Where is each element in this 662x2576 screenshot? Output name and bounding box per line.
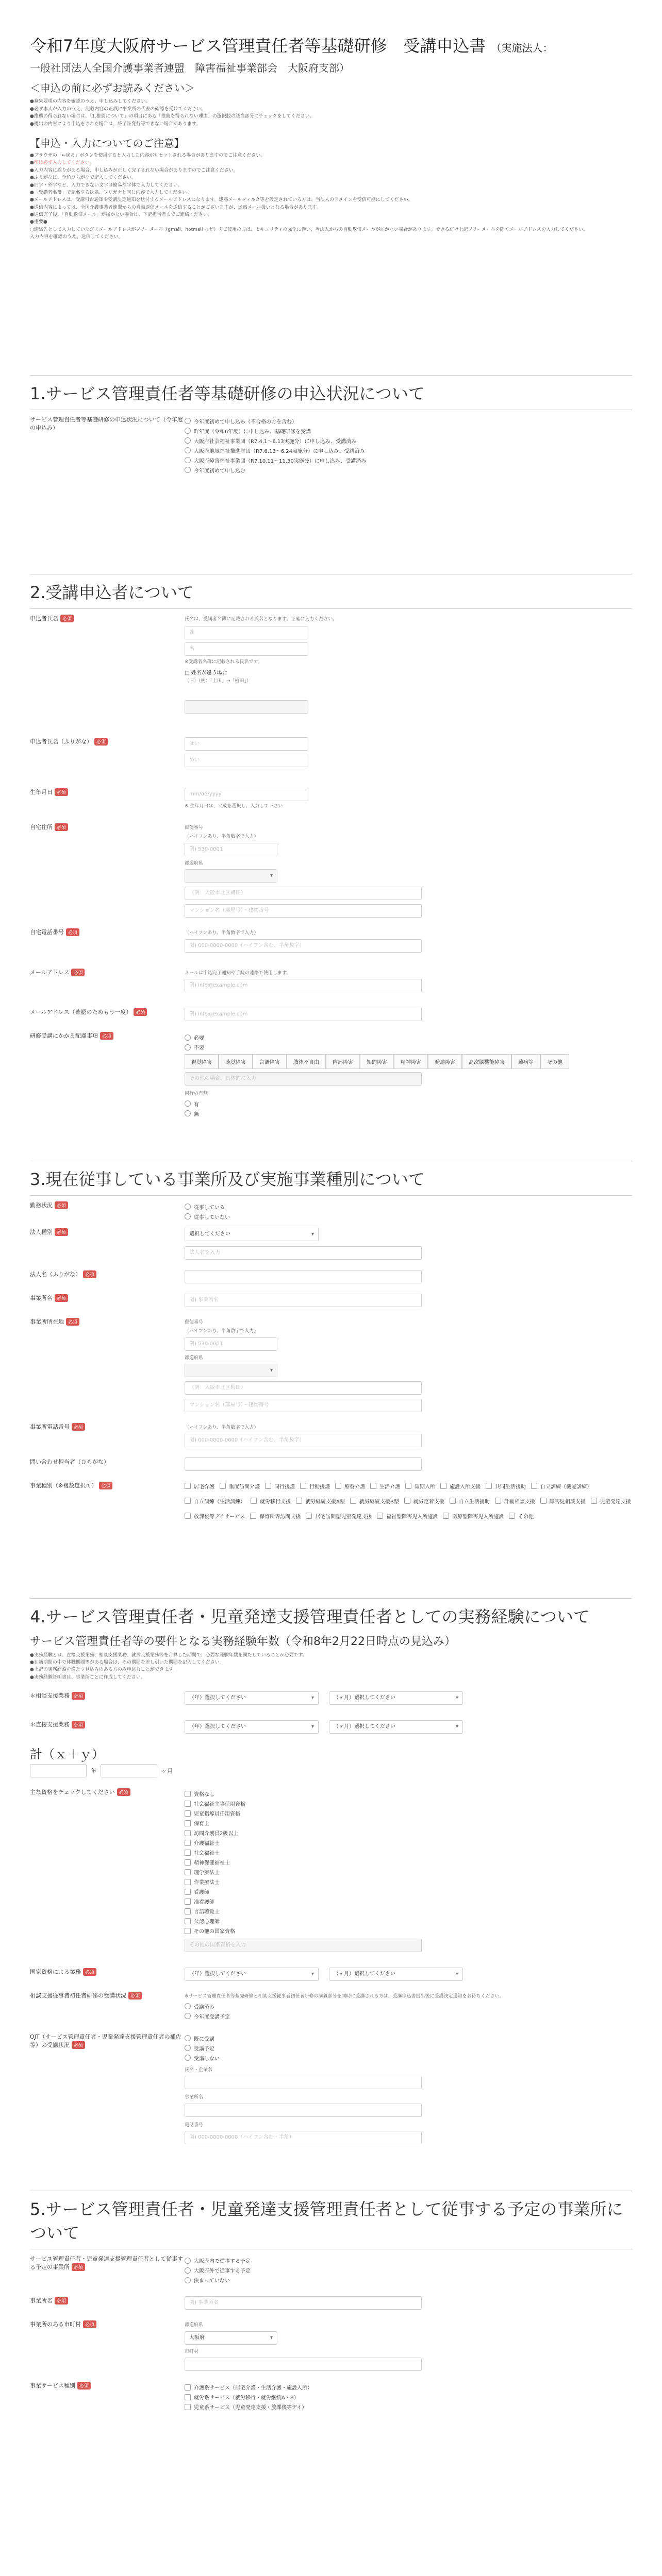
first-name-input[interactable]: 名 (185, 642, 308, 656)
radio-icon (185, 1100, 191, 1107)
checkbox-icon (185, 1899, 191, 1905)
section-4-subtitle: サービス管理責任者等の要件となる実務経験年数（令和8年2月22日時点の見込み） (30, 1635, 456, 1648)
zip-hint: （ハイフンあり、半角数字で入力） (185, 834, 259, 840)
checkbox-icon (370, 1483, 376, 1489)
plan-city-label: 事業所のある市町村 必須 (30, 2320, 185, 2371)
total-years-input[interactable] (30, 1764, 87, 1777)
plan-option[interactable]: 大阪府外で従事する予定 (185, 2266, 632, 2274)
service-checkbox[interactable]: 自立生活援助 (450, 1497, 490, 1505)
organizer-name: 一般社団法人全国介護事業者連盟 障害福祉事業部会 大阪府支部） (30, 62, 350, 75)
qual-checkbox[interactable]: 児童指導員任用資格 (185, 1809, 632, 1817)
office-zip-label: 郵便番号 (185, 1319, 204, 1325)
service-checkbox[interactable]: 共同生活援助 (486, 1482, 526, 1490)
qual-checkbox[interactable]: 介護福祉士 (185, 1839, 632, 1846)
checkbox-icon (300, 1483, 306, 1489)
qual-work-years-select[interactable]: （年）選択してください ▾ (185, 1968, 319, 1981)
building-input[interactable]: マンション名（部屋号）・建物番号 (185, 904, 422, 918)
checkbox-icon (185, 2404, 191, 2410)
checkbox-icon (443, 1513, 449, 1519)
checkbox-icon (185, 1801, 191, 1807)
plan-office-input[interactable]: 例) 事業所名 (185, 2296, 422, 2310)
plan-service-checkbox[interactable]: 児童系サービス（児童発達支援・放課後等デイ） (185, 2403, 632, 2411)
corp-name-input[interactable]: 法人名を入力 (185, 1246, 422, 1260)
ojt-contact-label: 氏名・企業名 (185, 2067, 213, 2073)
office-pref-select[interactable] (185, 1364, 277, 1377)
qual-checkbox[interactable]: 作業療法士 (185, 1878, 632, 1886)
plan-office-label: 事業所名 必須 (30, 2296, 185, 2310)
service-checkbox[interactable]: 居宅訪問型児童発達支援 (306, 1512, 372, 1520)
checkbox-icon (251, 1498, 257, 1504)
ojt-label: OJT（サービス管理責任者・児童発達支援管理責任者の補佐等）の受講状況 必須 (30, 2033, 181, 2048)
office-tel-label: 事業所電話番号 必須 (30, 1422, 185, 1447)
service-checkbox[interactable]: 同行援護 (265, 1482, 295, 1490)
address-label: 自宅住所 必須 (30, 823, 185, 918)
checkbox-icon (185, 1513, 191, 1519)
experience-x-label: ＊相談支援業務 必須 (30, 1691, 185, 1705)
plan-option[interactable]: 決まっていない (185, 2276, 632, 2284)
ojt-office-label: 事業所名 (185, 2095, 204, 2100)
disability-type[interactable]: その他 (540, 1054, 569, 1069)
sec1-options (185, 415, 632, 476)
other-qual-input[interactable]: その他の国家資格を入力 (185, 1939, 422, 1952)
section-5-title: 5.サービス管理責任者・児童発達支援管理責任者として従事する予定の事業所について (30, 2199, 623, 2243)
checkbox-icon (185, 1791, 191, 1797)
service-checkbox[interactable]: 児童発達支援 (591, 1497, 631, 1505)
office-city-input[interactable]: （例：大阪市北区梅田） (185, 1381, 422, 1395)
checkbox-icon (265, 1483, 271, 1489)
disability-type[interactable]: 発達障害 (428, 1054, 462, 1069)
page-title: 令和7年度大阪府サービス管理責任者等基礎研修 受講申込書 （実施法人： (30, 36, 553, 56)
office-address-label: 事業所所在地 必須 (30, 1317, 185, 1413)
disability-type[interactable]: 知的障害 (360, 1054, 394, 1069)
service-checkbox[interactable]: 重度訪問介護 (220, 1482, 260, 1490)
training-plan-radio[interactable]: 今年度受講予定 (185, 2012, 632, 2020)
checkbox-icon (220, 1483, 226, 1489)
ojt-option[interactable]: 既に受講 (185, 2035, 632, 2042)
disability-type-list (185, 1054, 632, 1069)
service-checkbox[interactable]: 施設入所支援 (440, 1482, 481, 1490)
qual-checkbox[interactable]: その他の国家資格 (185, 1927, 632, 1935)
plan-option[interactable]: 大阪府内で従事する予定 (185, 2257, 632, 2264)
checkbox-icon (185, 1889, 191, 1895)
qual-checkbox[interactable]: 理学療法士 (185, 1868, 632, 1876)
section-1 (30, 375, 632, 476)
checkbox-icon (250, 1513, 256, 1519)
checkbox-icon (306, 1513, 312, 1519)
working-radio[interactable]: 従事している (185, 1203, 632, 1211)
radio-icon (185, 1204, 191, 1210)
contact-person-input[interactable] (185, 1458, 422, 1471)
office-zip-input[interactable]: 例) 530-0001 (185, 1337, 277, 1351)
disability-type[interactable]: 内部障害 (326, 1054, 360, 1069)
corp-type-select[interactable]: 選択してください ▾ (185, 1228, 319, 1241)
checkbox-icon (185, 1859, 191, 1866)
plan-service-label: 事業サービス種別 必須 (30, 2381, 185, 2413)
service-checkbox[interactable]: 就労継続支援B型 (350, 1497, 399, 1505)
sec1-option[interactable]: 大阪府地域福祉推進財団（R7.6.13〜6.24実施分）に申し込み、受講済み (185, 447, 632, 454)
office-tel-input[interactable]: 例) 000-0000-0000（ハイフン含む、半角数字） (185, 1434, 422, 1447)
section-4-title: 4.サービス管理責任者・児童発達支援管理責任者としての実務経験について (30, 1606, 590, 1626)
experience-x-months-select[interactable]: （ヶ月）選択してください ▾ (329, 1691, 463, 1705)
qual-checkbox[interactable]: 看護師 (185, 1888, 632, 1895)
service-checkbox[interactable]: 療養介護 (335, 1482, 365, 1490)
sec1-option[interactable]: 昨年度（令和6年度）に申し込み、基礎研修を受講 (185, 427, 632, 435)
radio-icon (185, 2277, 191, 2283)
companion-yes-radio[interactable]: 有 (185, 1100, 632, 1108)
checkbox-icon (509, 1513, 515, 1519)
qual-checkbox[interactable]: 准看護師 (185, 1897, 632, 1905)
sec1-option[interactable]: 大阪府障害福祉事業団（R7.10.11〜11.30実施分）に申し込み、受講済み (185, 456, 632, 464)
birth-label: 生年月日 必須 (30, 788, 185, 812)
total-months-input[interactable] (101, 1764, 157, 1777)
name-hint: ※受講者名簿に記載される氏名です。 (185, 659, 262, 665)
disability-type[interactable]: 視覚障害 (185, 1054, 219, 1069)
section-4-notes: ●実務経験とは、直接支援業務、相談支援業務、就労支援業務等を合算した期間で、必要な経験年数を満たしていることが必要です。 ●在籍期間の中で休職期間等がある場合は、その期間を差し引いた期間を記入してください。 ●上記の実務経験を満たす見込みのある方のみ申込むことができます。 ●実務経験証明書は、事業所ごとに作成してください。 (30, 1652, 307, 1680)
qual-checkbox[interactable]: 社会福祉主事任用資格 (185, 1800, 632, 1807)
checkbox-icon (540, 1498, 547, 1504)
checkbox-icon (185, 1483, 191, 1489)
checkbox-icon (185, 1869, 191, 1875)
consideration-none-radio[interactable]: 不要 (185, 1043, 632, 1051)
service-checkbox[interactable]: 放課後等デイサービス (185, 1512, 245, 1520)
radio-icon (185, 2267, 191, 2274)
last-name-input[interactable]: 姓 (185, 626, 308, 639)
total-fields: 年 ヶ月 (30, 1764, 632, 1777)
qualification-label: 主な資格をチェックしてください 必須 (30, 1788, 185, 1952)
service-checkbox[interactable]: 自立訓練（機能訓練） (531, 1482, 592, 1490)
furigana-label: 申込者氏名（ふりがな） 必須 (30, 737, 185, 767)
disability-type[interactable]: 言語障害 (253, 1054, 287, 1069)
checkbox-icon (335, 1483, 341, 1489)
qual-checkbox[interactable]: 社会福祉士 (185, 1849, 632, 1856)
office-name-input[interactable]: 例) 事業所名 (185, 1294, 422, 1307)
service-checkbox[interactable]: 生活介護 (370, 1482, 400, 1490)
section-3 (30, 1161, 632, 1521)
radio-icon (185, 418, 191, 424)
radio-icon (185, 457, 191, 463)
section-4 (30, 1598, 632, 2145)
checkbox-icon (185, 1810, 191, 1817)
service-checkbox[interactable]: 居宅介護 (185, 1482, 214, 1490)
furigana-first-input[interactable]: めい (185, 754, 308, 767)
radio-icon (185, 1035, 191, 1041)
corp-kana-input[interactable] (185, 1270, 422, 1283)
service-checkbox[interactable]: 保育所等訪問支援 (250, 1512, 301, 1520)
checkbox-icon (591, 1498, 597, 1504)
section-2 (30, 574, 632, 1120)
companion-no-radio[interactable]: 無 (185, 1110, 632, 1117)
howto-text: ●ブラウザの「←戻る」ボタンを使用すると入力した内容がリセットされる場合がありますのでご注意ください。 ●印は必ず入力してください。 ●入力内容に誤りがある場合、申し込みが正しく完了されない場合がありますのでご注意ください。 ●ふりがなは、全角ひらがなで記入してください。 ●旧字・外字など、入力できない文字は簡易な字体で入力してください。 ●「受講者名簿」で記名する氏名、フリガナと同じ内容で入力してください。 ●メールアドレスは、受講可否通知や受講決定通知を送付するメールアドレスになります。迷惑メールフィルタ等を設定されている方は、当法人のドメインを受信可能にしてください。 ●送信内容によっては、全国介護事業者連盟からの自動返信メールを送信することがございますが、迷惑メール扱いとなる場合があります。 ●送信完了後、「自動返信メール」が届かない場合は、下記担当者までご連絡ください。 ●重要● ○連絡先として入力していただくメールアドレスがフリーメール（gmail、hotmail など）をご使用の方は、セキュリティの強化に伴い、当法人からの自動返信メールが届かない場合があります。できるだけ上記フリーメールを除くメールアドレスを入力してください。 入力内容を確認のうえ、送信してください。 (30, 152, 588, 240)
radio-icon (185, 2258, 191, 2264)
service-type-label: 事業種別（※複数選択可） 必須 (30, 1481, 185, 1521)
sec1-option[interactable]: 今年度初めて申し込み（不合格の方を含む） (185, 417, 632, 425)
disability-type[interactable]: 精神障害 (394, 1054, 428, 1069)
checkbox-icon (377, 1513, 383, 1519)
checkbox-icon (486, 1483, 492, 1489)
checkbox-icon (450, 1498, 456, 1504)
service-checkbox[interactable]: 計画相談支援 (495, 1497, 535, 1505)
zip-label: 郵便番号 (185, 825, 204, 831)
email-input[interactable]: 例) info@example.com (185, 979, 422, 992)
howto-heading: 【申込・入力についてのご注意】 (30, 137, 185, 149)
radio-icon (185, 447, 191, 453)
service-checkbox[interactable]: 就労継続支援A型 (296, 1497, 345, 1505)
service-checkbox[interactable]: その他 (509, 1512, 534, 1520)
qual-checkbox[interactable]: 言語聴覚士 (185, 1907, 632, 1915)
zip-input[interactable]: 例) 530-0001 (185, 843, 277, 856)
section-2-title: 2.受講申込者について (30, 582, 194, 602)
name-note: 氏名は、受講者名簿に記載される氏名となります。正確に入力ください。 (185, 616, 338, 622)
checkbox-icon (495, 1498, 501, 1504)
old-name-note: （旧）（例：「上田」→「植田」） (185, 678, 252, 684)
plan-service-checkbox[interactable]: 介護系サービス（居宅介護・生活介護・施設入所） (185, 2383, 632, 2391)
ojt-office-input[interactable] (185, 2104, 422, 2117)
office-tel-hint: （ハイフンあり、半角数字で入力） (185, 1425, 259, 1431)
experience-y-label: ＊直接支援業務 必須 (30, 1720, 185, 1734)
disability-type[interactable]: 聴覚障害 (219, 1054, 253, 1069)
service-checkbox[interactable]: 短期入所 (405, 1482, 435, 1490)
consideration-label: 研修受講にかかる配慮事項 必須 (30, 1031, 185, 1120)
disability-type[interactable]: 難病等 (511, 1054, 540, 1069)
experience-x-years-select[interactable]: （年）選択してください ▾ (185, 1691, 319, 1705)
service-checkbox[interactable]: 行動援護 (300, 1482, 330, 1490)
checkbox-icon (405, 1483, 411, 1489)
checkbox-icon (404, 1498, 410, 1504)
radio-icon (185, 2055, 191, 2061)
section-3-title: 3.現在従事している事業所及び実施事業種別について (30, 1169, 425, 1189)
email-label: メールアドレス 必須 (30, 968, 185, 993)
service-checkbox[interactable]: 障害児相談支援 (540, 1497, 586, 1505)
city-input[interactable]: （例：大阪市北区梅田） (185, 887, 422, 900)
contact-person-label: 問い合わせ担当者（ひらがな） (30, 1458, 109, 1465)
experience-y-months-select[interactable]: （ヶ月）選択してください ▾ (329, 1720, 463, 1734)
qual-checkbox[interactable]: 資格なし (185, 1790, 632, 1798)
service-checkbox[interactable]: 福祉型障害児入所施設 (377, 1512, 438, 1520)
corp-kana-label: 法人名（ふりがな） 必須 (30, 1270, 185, 1283)
disability-type[interactable]: 高次脳機能障害 (462, 1054, 511, 1069)
ojt-option[interactable]: 受講しない (185, 2054, 632, 2062)
pref-label: 都道府県 (185, 860, 204, 866)
section-5 (30, 2191, 632, 2413)
checkbox-icon (296, 1498, 302, 1504)
birth-date-input[interactable]: mm/dd/yyyy (185, 788, 308, 801)
plan-municipality-input[interactable] (185, 2358, 422, 2371)
experience-y-years-select[interactable]: （年）選択してください ▾ (185, 1720, 319, 1734)
service-checkbox[interactable]: 就労移行支援 (251, 1497, 291, 1505)
ojt-contact-input[interactable] (185, 2076, 422, 2089)
qual-checkbox[interactable]: 訪問介護員2級以上 (185, 1829, 632, 1837)
email-confirm-label: メールアドレス（確認のためもう一度） 必須 (30, 1008, 185, 1021)
section-1-title: 1.サービス管理責任者等基礎研修の申込状況について (30, 383, 425, 403)
notice-heading: ＜申込の前に必ずお読みください＞ (30, 82, 195, 95)
ojt-tel-label: 電話番号 (185, 2122, 204, 2128)
ojt-tel-input[interactable]: 例) 000-0000-0000（ハイフン含む・半角） (185, 2131, 422, 2144)
service-checkbox[interactable]: 就労定着支援 (404, 1497, 444, 1505)
office-pref-label: 都道府県 (185, 1355, 204, 1361)
furigana-last-input[interactable]: せい (185, 737, 308, 751)
radio-icon (185, 1213, 191, 1219)
sec1-option[interactable]: 大阪府社会福祉事業団（R7.4.1〜6.13実施分）に申し込み、受講済み (185, 437, 632, 445)
old-name-input[interactable] (185, 700, 308, 714)
service-checkbox[interactable]: 医療型障害児入所施設 (443, 1512, 504, 1520)
training-status-label: 相談支援従事者初任者研修の受講状況 必須 (30, 1991, 185, 2022)
ojt-option[interactable]: 受講予定 (185, 2044, 632, 2052)
email-note: メールは申込完了通知や手続の連絡で使用します。 (185, 970, 291, 976)
sec1-option[interactable]: 今年度初めて申し込む (185, 466, 632, 474)
pref-select[interactable] (185, 869, 277, 883)
checkbox-icon (185, 1840, 191, 1846)
phone-hint: （ハイフンあり、半角数字で入力） (185, 930, 259, 936)
radio-icon (185, 1044, 191, 1050)
plan-pref-label: 都道府県 (185, 2323, 204, 2328)
radio-icon (185, 2045, 191, 2051)
qualification-list (185, 1788, 632, 1952)
checkbox-icon (185, 2394, 191, 2400)
plan-service-checkbox[interactable]: 就労系サービス（就労移行・就労継続A・B） (185, 2393, 632, 2401)
radio-icon (185, 428, 191, 434)
office-zip-hint: （ハイフンあり、半角数字で入力） (185, 1329, 259, 1334)
qual-work-label: 国家資格による業務 必須 (30, 1968, 185, 1981)
not-working-radio[interactable]: 従事していない (185, 1213, 632, 1221)
checkbox-icon (185, 1918, 191, 1924)
disability-type[interactable]: 肢体不自由 (287, 1054, 326, 1069)
radio-icon (185, 2035, 191, 2041)
checkbox-icon (531, 1483, 537, 1489)
email-confirm-input[interactable]: 例) info@example.com (185, 1008, 422, 1021)
service-type-list (185, 1481, 632, 1521)
checkbox-icon (185, 1928, 191, 1934)
plan-municipality-label: 市町村 (185, 2349, 199, 2354)
work-status-label: 勤務状況 必須 (30, 1201, 185, 1223)
radio-icon (185, 2003, 191, 2009)
checkbox-icon (185, 1879, 191, 1885)
companion-label: 同行の有無 (185, 1091, 208, 1097)
plan-label: サービス管理責任者・児童発達支援管理責任者として従事する予定の事業所 必須 (30, 2256, 183, 2271)
qual-work-months-select[interactable]: （ヶ月）選択してください ▾ (329, 1968, 463, 1981)
name-differs-checkbox[interactable]: □ 姓名が違う場合 (185, 670, 227, 676)
qual-checkbox[interactable]: 精神保健福祉士 (185, 1858, 632, 1866)
name-label: 申込者氏名 必須 (30, 614, 185, 717)
corp-type-label: 法人種別 必須 (30, 1228, 185, 1260)
sec1-label: サービス管理責任者等基礎研修の申込状況について（今年度の申込み） (30, 416, 183, 431)
training-done-radio[interactable]: 受講済み (185, 2003, 632, 2010)
radio-icon (185, 467, 191, 473)
qual-checkbox[interactable]: 公認心理師 (185, 1917, 632, 1925)
phone-input[interactable]: 例) 000-0000-0000（ハイフン含む、半角数字） (185, 939, 422, 953)
checkbox-icon (185, 2384, 191, 2391)
intro-text: ●募集要項の内容を確認のうえ、申し込みしてください。 ●必ず本人が入力のうえ、記載内容の正誤に事業所の代表の確認を受けてください。 ●推薦の得られない場合は、「1.推薦について」の項目にある「推薦を得られない理由」の選択肢の該当部分にチェックをしてください。 ●提出の内容により申込をされた場合は、終了証発行等できない場合があります。 (30, 99, 315, 127)
checkbox-icon (185, 1850, 191, 1856)
checkbox-icon (185, 1908, 191, 1914)
checkbox-icon (185, 1498, 191, 1504)
birth-note: ※ 生年月日は、平成を選択し、入力して下さい (185, 804, 283, 809)
training-note: ※サービス管理責任者等基礎研修と相談支援従事者初任者研修の講義部分を同時に受講される方は、受講申込書提出後に受講決定通知をお待ちください。 (185, 1994, 504, 1999)
office-building-input[interactable]: マンション名（部屋号）・建物番号 (185, 1399, 422, 1412)
radio-icon (185, 1110, 191, 1116)
radio-icon (185, 2013, 191, 2019)
checkbox-icon (440, 1483, 446, 1489)
phone-label: 自宅電話番号 必須 (30, 928, 185, 953)
checkbox-icon (185, 1830, 191, 1836)
radio-icon (185, 437, 191, 444)
checkbox-icon (350, 1498, 356, 1504)
service-checkbox[interactable]: 自立訓練（生活訓練） (185, 1497, 245, 1505)
other-consideration-input[interactable]: その他の場合、具体的に入力 (185, 1072, 422, 1086)
total-label: 計（ｘ＋ｙ） (30, 1747, 104, 1762)
office-name-label: 事業所名 必須 (30, 1294, 185, 1307)
consideration-needed-radio[interactable]: 必要 (185, 1033, 632, 1041)
qual-checkbox[interactable]: 保育士 (185, 1819, 632, 1827)
plan-pref-select[interactable]: 大阪府 ▾ (185, 2331, 277, 2345)
checkbox-icon (185, 1820, 191, 1826)
